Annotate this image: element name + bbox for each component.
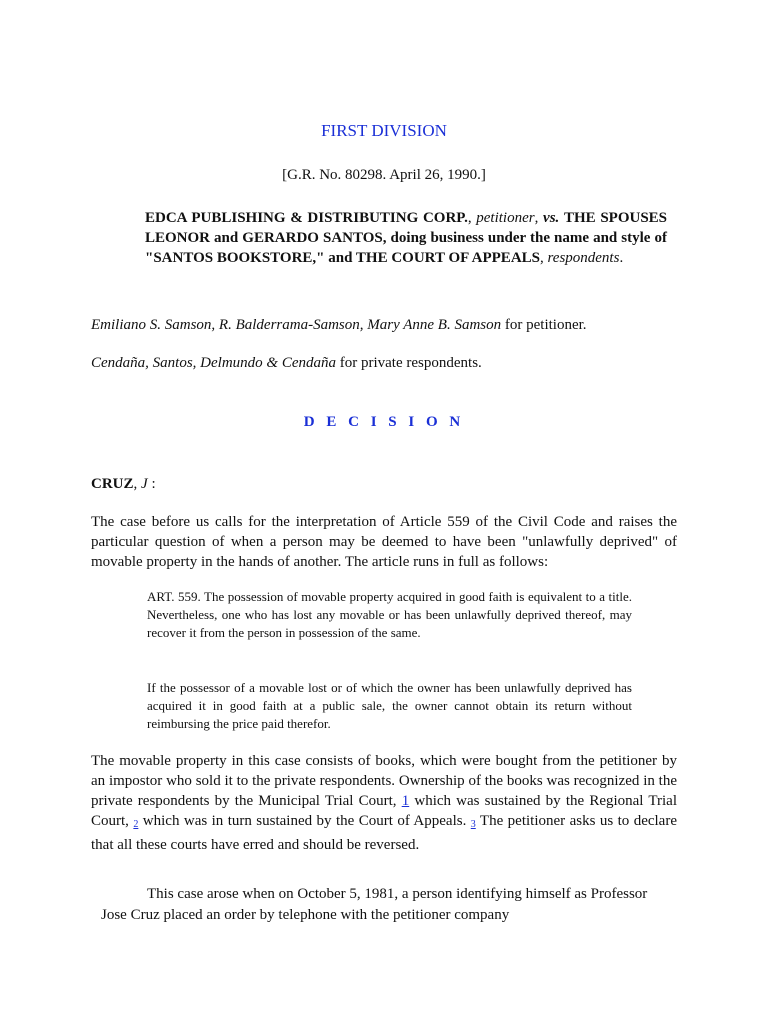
paragraph-text: This case arose when on October 5, 1981, a person identifying himself as Professor Jose Cruz placed an order by telephone with the petitioner company (101, 886, 648, 923)
separator: : (147, 476, 156, 492)
paragraph-text: which was sustained by the Regional Trial Court, (91, 793, 677, 829)
footnote-link-2[interactable]: 2 (133, 819, 139, 830)
decision-heading: D E C I S I O N (303, 414, 465, 430)
petitioner-role: petitioner (476, 210, 535, 226)
paragraph-background (101, 884, 661, 926)
petitioner-name: EDCA PUBLISHING & DISTRIBUTING CORP. (145, 210, 468, 226)
judge-title: J (141, 476, 148, 492)
separator: , (133, 476, 142, 492)
respondent-counsel: Cendaña, Santos, Delmundo & Cendaña (91, 355, 336, 371)
respondents-role: respondents (547, 250, 620, 266)
ponente (91, 476, 156, 493)
separator: . (619, 250, 624, 266)
petitioner-counsel-line (91, 317, 691, 334)
case-number: [G.R. No. 80298. April 26, 1990.] (282, 167, 486, 183)
paragraph-facts (91, 751, 677, 855)
quote-article-559-second: If the possessor of a movable lost or of which the owner has been unlawfully deprived has acquired it in good faith at a public sale, the owner cannot obtain its return without reimbursing the price paid therefor. (147, 680, 632, 731)
versus: vs. (543, 210, 560, 226)
footnote-link-1[interactable]: 1 (401, 793, 410, 809)
separator: , (534, 210, 544, 226)
petitioner-counsel: Emiliano S. Samson, R. Balderrama-Samson, Mary Anne B. Samson (91, 317, 502, 333)
respondent-counsel-line (91, 355, 691, 372)
paragraph-text: The petitioner asks us to declare that all these courts have erred and should be reversed. (91, 813, 677, 853)
footnote-link-3[interactable]: 3 (470, 819, 476, 830)
separator: , (540, 250, 548, 266)
judge-name: CRUZ (91, 476, 134, 492)
quote-article-559: ART. 559. The possession of movable property acquired in good faith is equivalent to a title. Nevertheless, one who has lost any movable or has been unlawfully deprived thereof, may recover it from the person in possession of the same. (147, 589, 632, 640)
petitioner-counsel-suffix: for petitioner. (501, 317, 587, 333)
paragraph-text: which was in turn sustained by the Court of Appeals. (138, 813, 471, 829)
case-parties (145, 208, 667, 268)
division-heading: FIRST DIVISION (321, 121, 447, 140)
respondent-counsel-suffix: for private respondents. (336, 355, 482, 371)
paragraph-intro: The case before us calls for the interpretation of Article 559 of the Civil Code and raises the particular question of when a person may be deemed to have been "unlawfully deprived" of movable property in the hands of another. The article runs in full as follows: (91, 514, 677, 570)
paragraph-text: The movable property in this case consists of books, which were bought from the petitioner by an impostor who sold it to the private respondents. Ownership of the books was recognized in the private respondents by the Municipal Trial Court, (91, 753, 677, 809)
respondents-name: THE SPOUSES LEONOR and GERARDO SANTOS, doing business under the name and style of "SANTOS BOOKSTORE," and THE COURT OF APPEALS (145, 210, 668, 266)
separator: , (467, 210, 477, 226)
